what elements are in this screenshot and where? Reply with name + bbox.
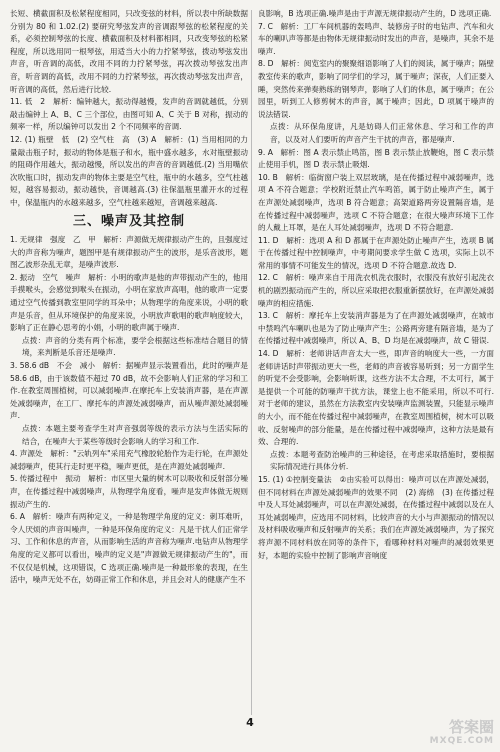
answer-6: 6. A 解析：噪声有两种定义，一种是物理学角度的定义：刺耳难听，令人厌烦的声音叫噪声，一种是环保角度的定义：凡是干扰人们正常学习、工作和休息的声音，从而影响生活的声音称为噪声.电钻声从物理学角度的定义都可以看出，噪声的定义是"声源做无规律振动产生的"，而不仅仅是机械，这项错误，C 选项正确.噪声是一种最形象的表现，在生活中，噪声无处不在，妨碍正常工作和休息，并且会对人的健康产生不 — [10, 512, 248, 585]
answer-10: 10. B 解析：临街窗户装上双层玻璃，是在传播过程中减弱噪声，选项 A 不符合题意；学校附近禁止汽车鸣笛，属于防止噪声产生，属于在声源处减弱噪声，选项 B 符合题意；高架道路两旁设置隔音墙，是在传播过程中减弱噪声，选项 C 不符合题意；在很大噪声环境下工作的人戴上耳罩，是在人耳处减弱噪声，选项 D 不符合题意. — [258, 172, 494, 233]
left-column — [10, 8, 248, 587]
answer-11: 11. 低 2 解析：编钟越大，振动得越慢，发声的音调就越低，分别敲击编钟上 A、B、C 三个部位，由图可知 A、C 关于 B 对称，振动的频率一样，所以编钟可以发出 2 个不同频率的音调. — [10, 97, 248, 132]
answer-14: 14. D 解析：老师讲话声音太大一些，即声音的响度大一些，一方面老师讲话时声带振动更大一些，老师的声音被容易听到；另一方面学生的听觉不会受影响，会影响听课，这些方法不太合理，不太可行，属于是提供一个可能的防噪声干扰方法，课堂上也不能采用，所以不可行.对于老师的建议，虽然在方法教室内安装噪声监测装置，只能显示噪声的大小，而不能在传播过程中减弱噪声，在教室周围植树，树木可以吸收、反射噪声的部分能量，是在传播过程中减弱噪声，这种方法是最有效、合理的. — [258, 349, 494, 447]
watermark-url: MXQE.COM — [429, 736, 494, 746]
answer-2: 2. 振动 空气 噪声 解析：小明的歌声是他的声带振动产生的，他用手摸喉头，会感觉到喉头在振动，小明在家放声高唱，他的歌声一定要通过空气传播到教室里同学的耳朵中；从物理学的角度来说，小明的歌声是乐音，但从环境保护的角度来说，小明放声歌唱的歌声响度较大，影响了正在静心思考的小娟，小明的歌声属于噪声. — [10, 272, 248, 333]
answer-1: 1. 无规律 强度 乙 甲 解析：声源做无规律振动产生的，且强度过大的声音称为噪声，题图甲是有规律振动产生的波形，是乐音波形，题图乙波形杂乱无章，是噪声波形. — [10, 235, 248, 270]
tip-paragraph: 点拨：声音的分类有两个标准，要学会根据这些标准结合题目的情境，来判断是乐音还是噪声. — [22, 335, 248, 358]
right-column — [258, 8, 494, 562]
answer-12b: 12. C 解析：噪声来自于用洗衣机洗衣服时，衣服没有放好引起洗衣机的剧烈振动而产生的，所以应采取把衣服重新摆放好，在声源处减弱噪声的相应措施. — [258, 273, 494, 308]
watermark-text: 答案圈 — [448, 718, 494, 736]
answer-13: 13. C 解析：摩托车上安装消声器是为了在声源处减弱噪声，在城市中禁鸣汽车喇叭也是为了防止噪声产生；公路两旁建有隔音墙，是为了在传播过程中减弱噪声，所以 A、B、D 均是在减弱噪声，故 C 错误. — [258, 311, 494, 346]
tip-paragraph: 点拨：本题考查防治噪声的三种途径，在考虑采取措施时，要根据实际情况进行具体分析. — [270, 449, 494, 472]
answer-5: 5. 传播过程中 振动 解析：市区里大量的树木可以吸收和反射部分噪声，在传播过程中减弱噪声，从物理学角度看，噪声是发声体做无规则振动产生的. — [10, 474, 248, 509]
answer-15: 15. (1) ①控制变量法 ②由实验可以得出：噪声可以在声源处减弱，但不同材料在声源处减弱噪声的效果不同 (2) 海绵 (3) 在传播过程中及人耳处减弱噪声，可以在声源处减弱，在传播过程中减弱以及在人耳处减弱噪声，应选用不同材料，比较声音的大小与声源振动的情况以及材料吸收噪声和反射噪声的关系；我们在声源处减弱噪声，为了探究将声源不同材料放在同等的条件下，看哪种材料对噪声的减弱效果更好，本题的实验中控制了影响声音响度 — [258, 474, 494, 560]
column-divider — [251, 10, 252, 715]
page-number: 4 — [246, 716, 254, 729]
tip-paragraph: 点拨：从环保角度讲，凡是妨碍人们正常休息、学习和工作的声音，以及对人们要听的声音产生干扰的声音，都是噪声. — [270, 122, 494, 144]
answer-9: 9. A 解析：图 A 表示禁止鸣笛，图 B 表示禁止放鞭炮，图 C 表示禁止使用手机，图 D 表示禁止吸烟. — [258, 147, 494, 170]
answer-8: 8. D 解析：阅览室内的聚聚细语影响了人们的阅读，属于噪声；隔壁教室传来的歌声，影响了同学们的学习，属于噪声；深夜，人们正要入睡，突然传来弹奏熟练的钢琴声，影响了人们的休息，属于噪声；在公园里，听到工人修剪树木的声音，属于噪声；因此，D 项属于噪声的说法错误. — [258, 59, 494, 119]
answer-3: 3. 58.6 dB 不会 减小 解析：据噪声显示装置看出，此时的噪声是 58.6 dB，由于该数值不超过 70 dB，故不会影响人们正常的学习和工作.在教室周围植树，可以减弱噪声.在摩托车上安装消声器，是在声源处减弱噪声，在工厂、摩托车的声源处减弱噪声，而从噪声源处减弱噪声. — [10, 361, 248, 421]
answer-6-cont: 良影响，B 选项正确.噪声是由于声源无规律振动产生的，D 选项正确. — [258, 9, 492, 18]
answer-4: 4. 声源处 解析："云轨列车"采用充气橡胶轮胎作为走行轮，在声源处减弱噪声，使其行走时更平稳，噪声更低，是在声源处减弱噪声. — [10, 449, 248, 471]
watermark-logo — [430, 720, 494, 748]
tip-paragraph: 点拨：本题主要考查学生对声音强弱等级的表示方法与生活实际的结合，在噪声大于某些等级时会影响人的学习和工作. — [22, 424, 248, 446]
section-title: 三、噪声及其控制 — [72, 213, 185, 229]
answer-paragraph: 长短、横截面积及松紧程度相同，只改变弦的材料，所以表中所缺数据分别为 80 和 1.02.(2) 要研究琴弦发声的音调跟琴弦的松紧程度的关系，必须控制琴弦的长度、横截面积及材料都相同，只改变琴弦的松紧程度，所以选用同一根琴弦，用适当大小的力拧紧琴弦，拨动琴弦发出声音，听音调的高低，改用不同的力拧紧琴弦，再次拨动琴弦发出声音，听音调的高低，改用不同的力拧紧琴弦，再次拨动琴弦发出声音，听音调的高低，然后进行比较. — [10, 9, 248, 94]
answer-7: 7. C 解析：工厂车间机器的轰鸣声、装修房子时的电钻声、汽车和火车的喇叭声等都是由物体无规律振动时发出的声音，是噪声，其余不是噪声. — [258, 21, 494, 56]
answer-11b: 11. D 解析：选项 A 和 D 都属于在声源处防止噪声产生，选项 B 属于在传播过程中控制噪声，中考期间要求学生做 C 选项，实际上以不常用的事情不可能发生的情况，选项 D 不符合题意.故选 D. — [258, 235, 494, 270]
answer-12: 12. (1) 瓶壁 低 (2) 空气柱 高 (3) A 解析：(1) 当用相同的力量敲击瓶子时，振动的物体是瓶子和水，瓶中盛水越多，水对瓶壁振动的阻碍作用越大，振动越慢，所以发出的声音的音调越低.(2) 当用嘴依次吹瓶口时，振动发声的物体主要是空气柱，瓶中的水越多，空气柱越短，越容易振动，振动越快，音调越高.(3) 往保温瓶里灌开水的过程中，保温瓶内的水越来越多，空气柱越来越短，音调越来越高. — [10, 134, 248, 207]
